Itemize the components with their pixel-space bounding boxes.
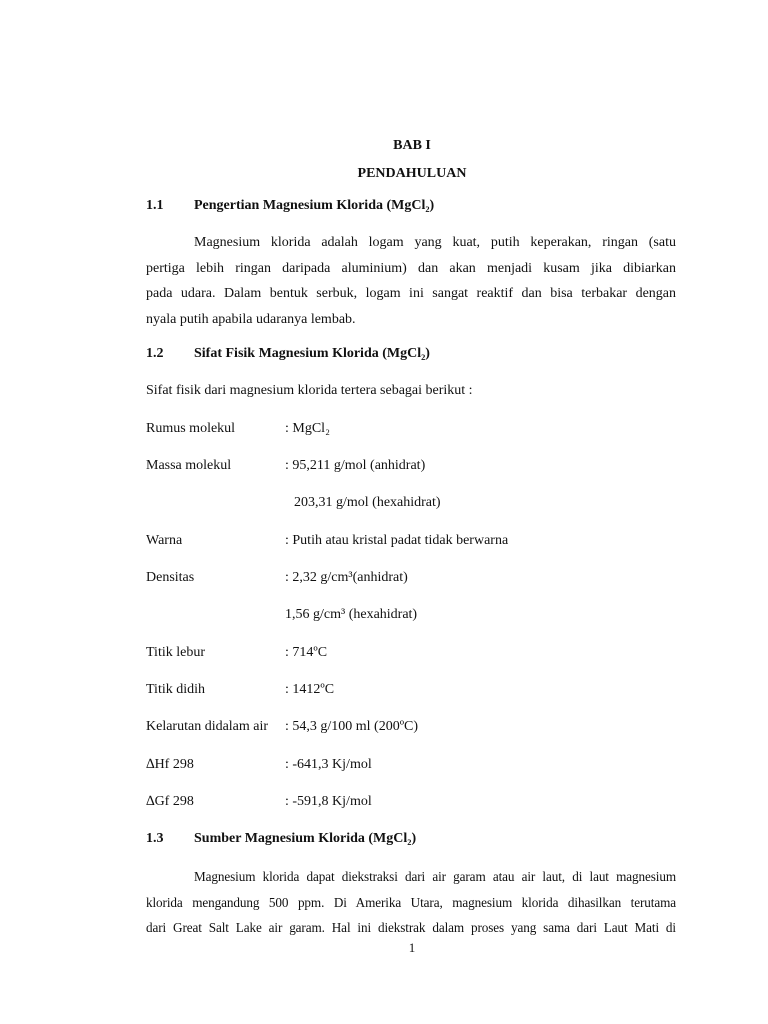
property-label: Rumus molekul: [146, 421, 236, 436]
property-label: Kelarutan didalam air: [146, 719, 269, 734]
property-value: : Putih atau kristal padat tidak berwarna: [285, 533, 509, 548]
chapter-number: BAB I: [393, 138, 431, 153]
property-label: ∆Hf 298: [146, 757, 194, 772]
property-value: : 714ºC: [285, 645, 328, 660]
section-title: Pengertian Magnesium Klorida (MgCl₂): [194, 198, 435, 213]
section-heading-1-1: [146, 198, 434, 214]
paragraph-line: dari Great Salt Lake air garam. Hal ini diekstrak dalam proses yang sama dari Laut Mati di: [146, 920, 676, 935]
property-label: Massa molekul: [146, 458, 232, 473]
section-title: Sifat Fisik Magnesium Klorida (MgCl₂): [194, 346, 430, 361]
paragraph-line: pertiga lebih ringan daripada aluminium) dan akan menjadi kusam jika dibiarkan: [146, 260, 676, 276]
section-title: Sumber Magnesium Klorida (MgCl₂): [194, 831, 417, 846]
property-value: : -641,3 Kj/mol: [285, 757, 372, 772]
paragraph-line: Magnesium klorida adalah logam yang kuat, putih keperakan, ringan (satu: [194, 235, 676, 250]
paragraph-line: Magnesium klorida dapat diekstraksi dari air garam atau air laut, di laut magnesium: [194, 869, 676, 884]
property-value-continuation: 203,31 g/mol (hexahidrat): [294, 495, 441, 510]
page-number: 1: [408, 940, 416, 955]
property-value: : 54,3 g/100 ml (200ºC): [285, 719, 419, 734]
property-label: Warna: [146, 533, 183, 548]
section-heading-1-3: [146, 831, 416, 847]
section-heading-1-2: [146, 346, 430, 362]
property-value: : 1412ºC: [285, 682, 335, 697]
chapter-title: PENDAHULUAN: [357, 166, 467, 181]
section-number: 1.3: [146, 831, 164, 846]
paragraph-definition: [146, 230, 676, 332]
property-label: ∆Gf 298: [146, 794, 194, 809]
paragraph-line: pada udara. Dalam bentuk serbuk, logam ini sangat reaktif dan bisa terbakar dengan: [146, 286, 676, 301]
property-value-continuation: 1,56 g/cm³ (hexahidrat): [285, 607, 418, 622]
property-label: Titik didih: [146, 682, 206, 697]
paragraph-line: klorida mengandung 500 ppm. Di Amerika Utara, magnesium klorida dihasilkan terutama: [146, 894, 676, 910]
paragraph-source: [146, 864, 676, 941]
property-value: : -591,8 Kj/mol: [285, 794, 372, 809]
section-number: 1.1: [146, 198, 164, 213]
property-label: Densitas: [146, 570, 195, 585]
paragraph-line: nyala putih apabila udaranya lembab.: [146, 311, 356, 327]
property-label: Titik lebur: [146, 645, 205, 660]
property-value: : 95,211 g/mol (anhidrat): [285, 458, 426, 473]
property-value: : MgCl₂: [285, 421, 330, 436]
section-number: 1.2: [146, 346, 164, 361]
property-value: : 2,32 g/cm³(anhidrat): [285, 570, 408, 585]
properties-intro: Sifat fisik dari magnesium klorida tertera sebagai berikut :: [146, 383, 473, 398]
